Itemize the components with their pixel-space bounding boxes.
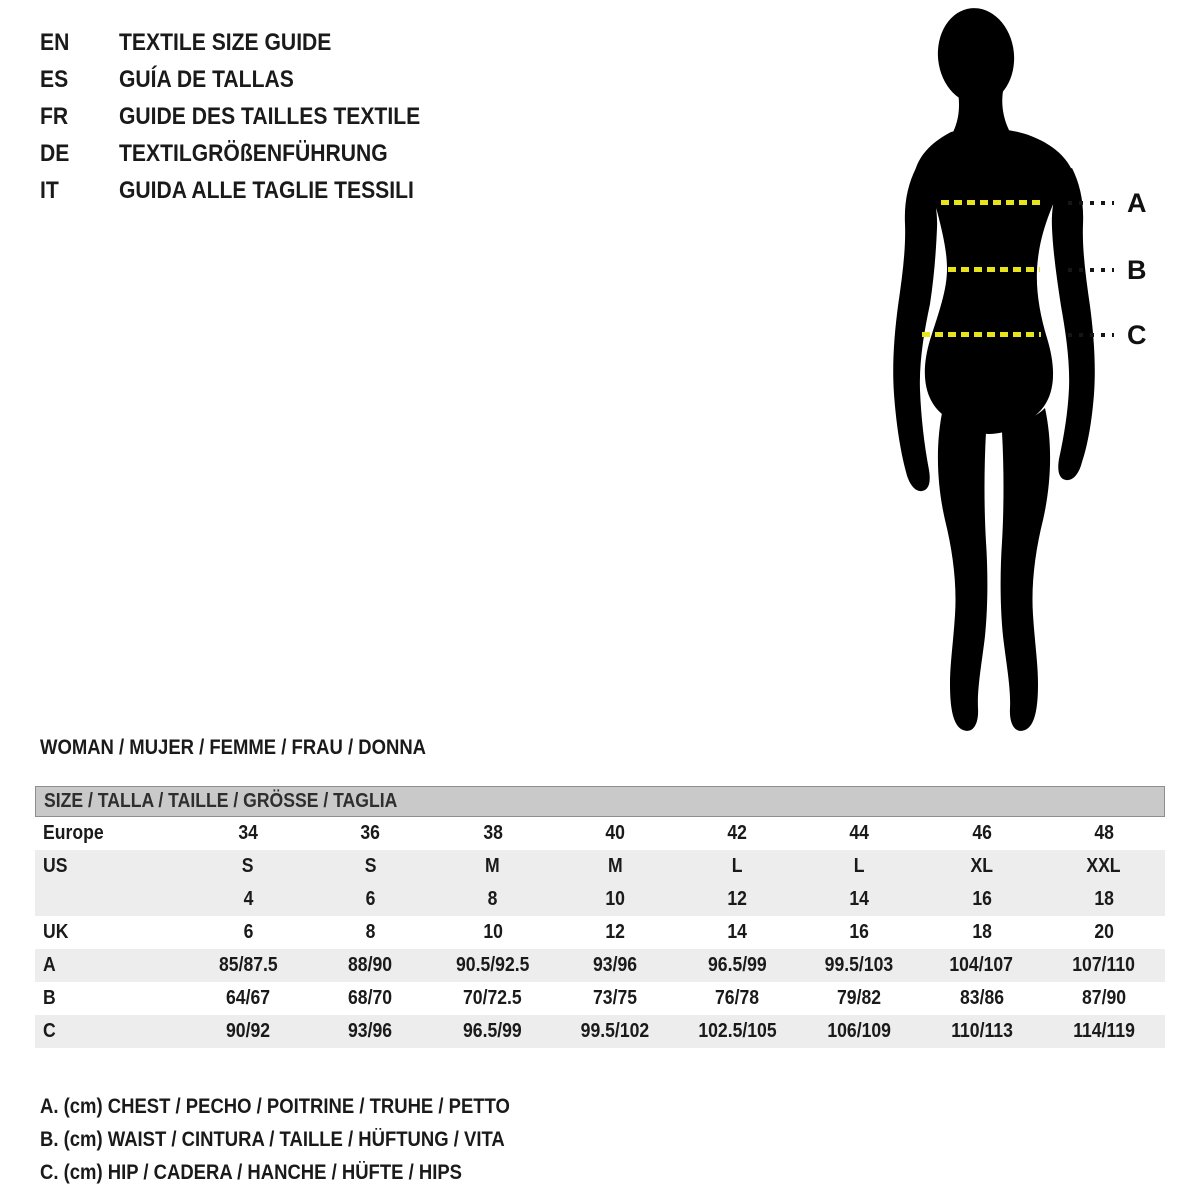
- language-code-text: FR: [40, 103, 69, 130]
- hip-measure-label: C: [1127, 320, 1147, 350]
- table-cell: [554, 921, 676, 944]
- measurement-legend: [40, 1090, 574, 1189]
- table-cell-text: 68/70: [348, 987, 393, 1009]
- table-cell: [187, 888, 309, 911]
- table-cell: [921, 987, 1043, 1010]
- table-cell-text: 42: [727, 822, 747, 844]
- row-label: [35, 954, 187, 977]
- table-cell: [798, 921, 920, 944]
- table-cell: [554, 888, 676, 911]
- table-cell: [921, 954, 1043, 977]
- table-cell-text: 4: [243, 888, 254, 910]
- table-cell: [432, 855, 554, 878]
- table-cell: [309, 888, 431, 911]
- table-cell-text: 85/87.5: [218, 954, 278, 976]
- language-row-fr: [40, 98, 461, 135]
- table-cell: [921, 921, 1043, 944]
- table-cell: [187, 1020, 309, 1043]
- language-list: [40, 24, 461, 209]
- table-cell-text: 76/78: [715, 987, 760, 1009]
- table-row-a: [35, 949, 1165, 982]
- table-cell: [554, 987, 676, 1010]
- table-cell: [798, 822, 920, 845]
- table-cell-text: 12: [605, 921, 625, 943]
- table-cell: [798, 954, 920, 977]
- language-code: [40, 98, 119, 135]
- table-cell-text: 73/75: [592, 987, 637, 1009]
- table-row-us: [35, 850, 1165, 883]
- table-cell-text: 20: [1094, 921, 1114, 943]
- table-cell: [676, 921, 798, 944]
- table-cell-text: 114/119: [1073, 1020, 1135, 1042]
- table-cell: [432, 888, 554, 911]
- table-cell-text: M: [607, 855, 623, 877]
- table-cell: [187, 921, 309, 944]
- table-cell: [309, 954, 431, 977]
- table-cell: [1043, 888, 1165, 911]
- table-cell-text: XL: [970, 855, 993, 877]
- table-cell-text: 90.5/92.5: [455, 954, 530, 976]
- row-label-text: C: [43, 1020, 56, 1042]
- language-label-text: GUÍA DE TALLAS: [119, 66, 294, 93]
- table-cell: [187, 987, 309, 1010]
- table-cell-text: 104/107: [949, 954, 1014, 976]
- table-cell: [309, 987, 431, 1010]
- table-cell-text: 34: [238, 822, 258, 844]
- size-table-body: [35, 817, 1165, 1048]
- language-row-de: [40, 135, 461, 172]
- table-cell: [432, 921, 554, 944]
- waist-measure-label: B: [1127, 255, 1147, 285]
- table-cell-text: 107/110: [1072, 954, 1136, 976]
- table-cell-text: 83/86: [959, 987, 1004, 1009]
- row-label-text: UK: [43, 921, 69, 943]
- row-label: [35, 921, 187, 944]
- language-label: [119, 24, 360, 61]
- language-code-text: DE: [40, 140, 70, 167]
- table-cell-text: 16: [971, 888, 992, 910]
- table-cell: [798, 987, 920, 1010]
- table-cell-text: 99.5/102: [580, 1020, 650, 1042]
- table-cell-text: 6: [243, 921, 254, 943]
- table-cell: [432, 1020, 554, 1043]
- table-cell-text: 38: [482, 822, 503, 844]
- row-label-text: A: [43, 954, 56, 976]
- table-cell-text: M: [485, 855, 500, 877]
- table-cell: [309, 855, 431, 878]
- chest-measure-label: A: [1127, 188, 1147, 218]
- language-code: [40, 61, 119, 98]
- row-label: [35, 855, 187, 878]
- table-cell: [676, 1020, 798, 1043]
- table-cell: [1043, 954, 1165, 977]
- table-row-b: [35, 982, 1165, 1015]
- table-cell-text: 8: [487, 888, 498, 910]
- table-cell: [676, 822, 798, 845]
- legend-chest-text: A. (cm) CHEST / PECHO / POITRINE / TRUHE / PETTO: [40, 1095, 510, 1118]
- table-cell-text: 10: [482, 921, 503, 943]
- table-cell-text: 10: [605, 888, 625, 910]
- table-cell-text: XXL: [1086, 855, 1121, 877]
- table-cell-text: 79/82: [837, 987, 882, 1009]
- table-cell-text: 40: [605, 822, 625, 844]
- table-cell: [798, 888, 920, 911]
- figure-area: [860, 0, 1200, 740]
- language-label-text: TEXTILGRÖßENFÜHRUNG: [119, 140, 388, 167]
- table-cell: [554, 822, 676, 845]
- row-label: [35, 1020, 187, 1043]
- language-code: [40, 24, 119, 61]
- table-cell-text: 8: [365, 921, 376, 943]
- table-cell: [554, 954, 676, 977]
- table-cell-text: 44: [849, 822, 870, 844]
- row-label-text: B: [43, 987, 56, 1009]
- table-cell: [676, 855, 798, 878]
- language-label: [119, 98, 461, 135]
- table-cell-text: 36: [360, 822, 381, 844]
- size-table-header-text: SIZE / TALLA / TAILLE / GRÖSSE / TAGLIA: [44, 790, 398, 812]
- table-cell-text: 18: [971, 921, 992, 943]
- waist-line-dots: [1068, 268, 1114, 272]
- language-label-text: GUIDA ALLE TAGLIE TESSILI: [119, 177, 414, 204]
- language-code: [40, 172, 119, 209]
- language-label: [119, 135, 424, 172]
- table-cell: [309, 921, 431, 944]
- row-label: [35, 888, 187, 911]
- table-cell: [676, 888, 798, 911]
- table-cell-text: 48: [1094, 822, 1114, 844]
- legend-waist: [40, 1123, 574, 1156]
- table-cell-text: 18: [1094, 888, 1114, 910]
- table-cell: [554, 855, 676, 878]
- table-cell: [187, 954, 309, 977]
- legend-hip: [40, 1156, 574, 1189]
- table-cell: [309, 822, 431, 845]
- table-cell: [798, 855, 920, 878]
- language-label-text: GUIDE DES TAILLES TEXTILE: [119, 103, 421, 130]
- table-cell-text: 6: [365, 888, 376, 910]
- table-row-uk: [35, 916, 1165, 949]
- row-label-text: Europe: [43, 822, 104, 844]
- table-cell-text: 12: [727, 888, 747, 910]
- table-cell: [1043, 1020, 1165, 1043]
- table-cell-text: 106/109: [827, 1020, 892, 1042]
- chest-line-dots: [1068, 201, 1114, 205]
- table-cell-text: S: [364, 855, 377, 877]
- table-row-us-numeric: [35, 883, 1165, 916]
- language-code-text: ES: [40, 66, 69, 93]
- table-row-europe: [35, 817, 1165, 850]
- table-cell: [921, 855, 1043, 878]
- table-cell-text: 64/67: [226, 987, 271, 1009]
- table-cell-text: 87/90: [1081, 987, 1126, 1009]
- table-cell-text: 96.5/99: [707, 954, 767, 976]
- table-cell: [1043, 987, 1165, 1010]
- legend-hip-text: C. (cm) HIP / CADERA / HANCHE / HÜFTE / HIPS: [40, 1161, 463, 1184]
- language-label: [119, 61, 318, 98]
- waist-line-dashes: [948, 267, 1040, 272]
- table-cell: [309, 1020, 431, 1043]
- table-cell-text: L: [731, 855, 743, 877]
- table-cell: [187, 855, 309, 878]
- table-cell-text: 99.5/103: [825, 954, 894, 976]
- chest-line-dashes: [941, 200, 1041, 205]
- legend-chest: [40, 1090, 574, 1123]
- table-cell: [187, 822, 309, 845]
- language-code: [40, 135, 119, 172]
- language-label-text: TEXTILE SIZE GUIDE: [119, 29, 332, 56]
- language-code-text: IT: [40, 177, 59, 204]
- table-cell-text: 14: [727, 921, 747, 943]
- hip-line-dashes: [922, 332, 1041, 337]
- language-row-es: [40, 61, 461, 98]
- gender-heading: [40, 736, 479, 760]
- legend-waist-text: B. (cm) WAIST / CINTURA / TAILLE / HÜFTUNG / VITA: [40, 1128, 505, 1151]
- table-cell: [798, 1020, 920, 1043]
- language-row-en: [40, 24, 461, 61]
- table-cell-text: 102.5/105: [697, 1020, 777, 1042]
- table-cell-text: 96.5/99: [463, 1020, 522, 1042]
- table-cell-text: 110/113: [950, 1020, 1013, 1042]
- table-row-c: [35, 1015, 1165, 1048]
- table-cell-text: 46: [971, 822, 992, 844]
- table-cell-text: 88/90: [348, 954, 393, 976]
- table-cell: [554, 1020, 676, 1043]
- table-cell: [432, 822, 554, 845]
- table-cell: [921, 1020, 1043, 1043]
- table-cell-text: L: [853, 855, 865, 877]
- table-cell-text: 14: [849, 888, 870, 910]
- table-cell: [1043, 822, 1165, 845]
- size-table-header: [35, 786, 1165, 817]
- table-cell: [921, 822, 1043, 845]
- gender-heading-text: WOMAN / MUJER / FEMME / FRAU / DONNA: [40, 736, 427, 759]
- hip-line-dots: [1068, 333, 1114, 337]
- table-cell: [1043, 921, 1165, 944]
- language-label: [119, 172, 454, 209]
- table-cell: [1043, 855, 1165, 878]
- row-label-text: US: [43, 855, 68, 877]
- table-cell-text: 16: [849, 921, 870, 943]
- size-table: [35, 786, 1165, 1048]
- woman-silhouette: [860, 0, 1200, 740]
- language-row-it: [40, 172, 461, 209]
- table-cell: [432, 987, 554, 1010]
- language-code-text: EN: [40, 29, 70, 56]
- table-cell-text: 93/96: [592, 954, 637, 976]
- table-cell: [676, 987, 798, 1010]
- table-cell-text: 70/72.5: [463, 987, 522, 1009]
- table-cell: [921, 888, 1043, 911]
- table-cell-text: 93/96: [348, 1020, 393, 1042]
- table-cell: [676, 954, 798, 977]
- table-cell-text: 90/92: [226, 1020, 271, 1042]
- table-cell: [432, 954, 554, 977]
- table-cell-text: S: [242, 855, 254, 877]
- row-label: [35, 987, 187, 1010]
- row-label: [35, 822, 187, 845]
